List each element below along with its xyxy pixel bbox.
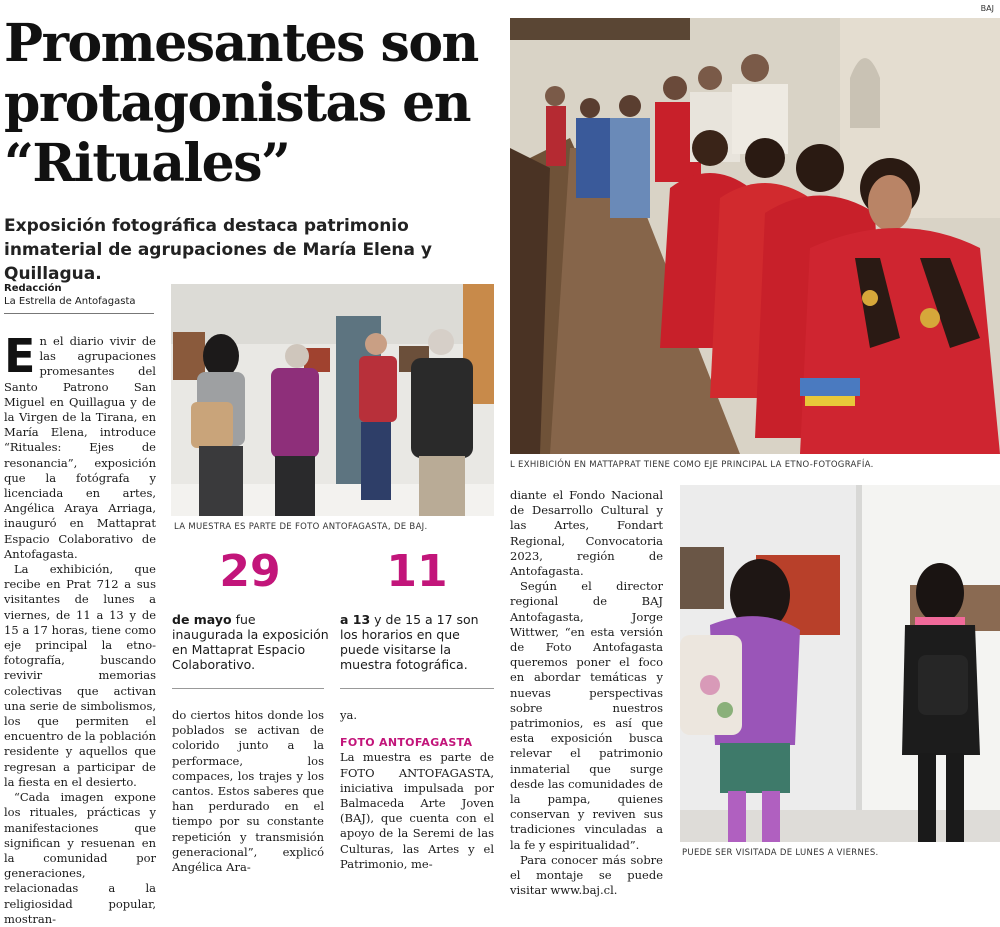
drop-cap: E	[4, 329, 36, 383]
byline-rule	[4, 313, 154, 314]
stat-number-1: 29	[219, 546, 281, 597]
page-tag: BAJ	[980, 4, 994, 13]
article-column-3	[340, 708, 494, 871]
stat-text-1	[172, 612, 330, 672]
column-1-paragraph-1	[4, 329, 156, 562]
gallery-photo-caption: LA MUESTRA ES PARTE DE FOTO ANTOFAGASTA, DE BAJ.	[174, 522, 428, 532]
byline	[4, 282, 164, 308]
byline-outlet: La Estrella de Antofagasta	[4, 296, 136, 307]
column-3-lead: ya.	[340, 708, 358, 722]
stat-number-2: 11	[386, 546, 448, 597]
headline: Promesantes son protagonistas en “Rituales”	[4, 13, 478, 194]
column-4-paragraph-3: Para conocer más sobre el montaje se puede visitar www.baj.cl.	[510, 852, 663, 898]
gallery-photo	[171, 284, 494, 516]
stats-rule-2	[340, 688, 494, 689]
section-title: FOTO ANTOFAGASTA	[340, 736, 473, 750]
column-2-text: do ciertos hitos donde los poblados se activan de colorido junto a la performace, los compaces, los trajes y los cantos. Estos saberes que han perdurado en el tiempo por su constante repetición y transmisión generacional”, explicó Angélica Ara-	[172, 708, 324, 875]
ritual-photo	[510, 18, 1000, 454]
stat-desc-1: fue inaugurada la exposición en Mattaprat Espacio Colaborativo.	[172, 612, 329, 672]
ritual-photo-caption: L EXHIBICIÓN EN MATTAPRAT TIENE COMO EJE PRINCIPAL LA ETNO-FOTOGRAFÍA.	[510, 460, 874, 470]
visitors-photo-image	[680, 485, 1000, 842]
stat-desc-2: y de 15 a 17 son los horarios en que puede visitarse la muestra fotográfica.	[340, 612, 479, 672]
column-1-paragraph-2: La exhibición, que recibe en Prat 712 a sus visitantes de lunes a viernes, de 11 a 13 y de 15 a 17 horas, tiene como eje principal la etno-fotografía, buscando revivir memorias colectivas que activan una serie de simbolismos, los que permiten el encuentro de la población residente y aquellos que regresan a participar de la fiesta en el desierto.	[4, 562, 156, 789]
subheadline: Exposición fotográfica destaca patrimonio inmaterial de agrupaciones de María Elena y Quillagua.	[4, 216, 432, 284]
byline-author: Redacción	[4, 283, 62, 294]
column-4-paragraph-2: Según el director regional de BAJ Antofagasta, Jorge Wittwer, “en esta versión de Foto Antofagasta queremos poner el foco en abordar temáticas y nuevas perspectivas sobre nuestros patrimonios, es así que esta exposición busca relevar el patrimonio inmaterial que surge desde las comunidades de la pampa, quienes conservan y reviven sus tradiciones vinculadas a la fe y espiritualidad”.	[510, 579, 663, 852]
article-column-2	[172, 708, 324, 875]
stat-bold-2: a 13	[340, 612, 371, 627]
article-column-1	[4, 329, 156, 926]
gallery-photo-image	[171, 284, 494, 516]
visitors-photo-caption: PUEDE SER VISITADA DE LUNES A VIERNES.	[682, 848, 879, 858]
stats-rule-1	[172, 688, 324, 689]
column-3-text: La muestra es parte de FOTO ANTOFAGASTA, iniciativa impulsada por Balmaceda Arte Joven (BAJ), que cuenta con el apoyo de la Seremi de las Culturas, las Artes y el Patrimonio, me-	[340, 750, 494, 871]
stat-bold-1: de mayo	[172, 612, 232, 627]
stat-text-2	[340, 612, 498, 672]
column-1-paragraph-1-text: n el diario vivir de las agrupaciones promesantes del Santo Patrono San Miguel en Quillagua y de la Virgen de la Tirana, en María Elena, introduce “Rituales: Ejes de resonancia”, exposición que la fotógrafa y licenciada en artes, Angélica Araya Arriaga, inauguró en Mattaprat Espacio Colaborativo de Antofagasta.	[4, 334, 156, 561]
visitors-photo	[680, 485, 1000, 842]
ritual-photo-image	[510, 18, 1000, 454]
column-1-paragraph-3: “Cada imagen expone los rituales, prácticas y manifestaciones que significan y resuenan en la comunidad por generaciones, relacionadas a la religiosidad popular, mostran-	[4, 790, 156, 926]
article-column-4	[510, 488, 663, 898]
column-4-paragraph-1: diante el Fondo Nacional de Desarrollo Cultural y las Artes, Fondart Regional, Convocatoria 2023, región de Antofagasta.	[510, 488, 663, 579]
